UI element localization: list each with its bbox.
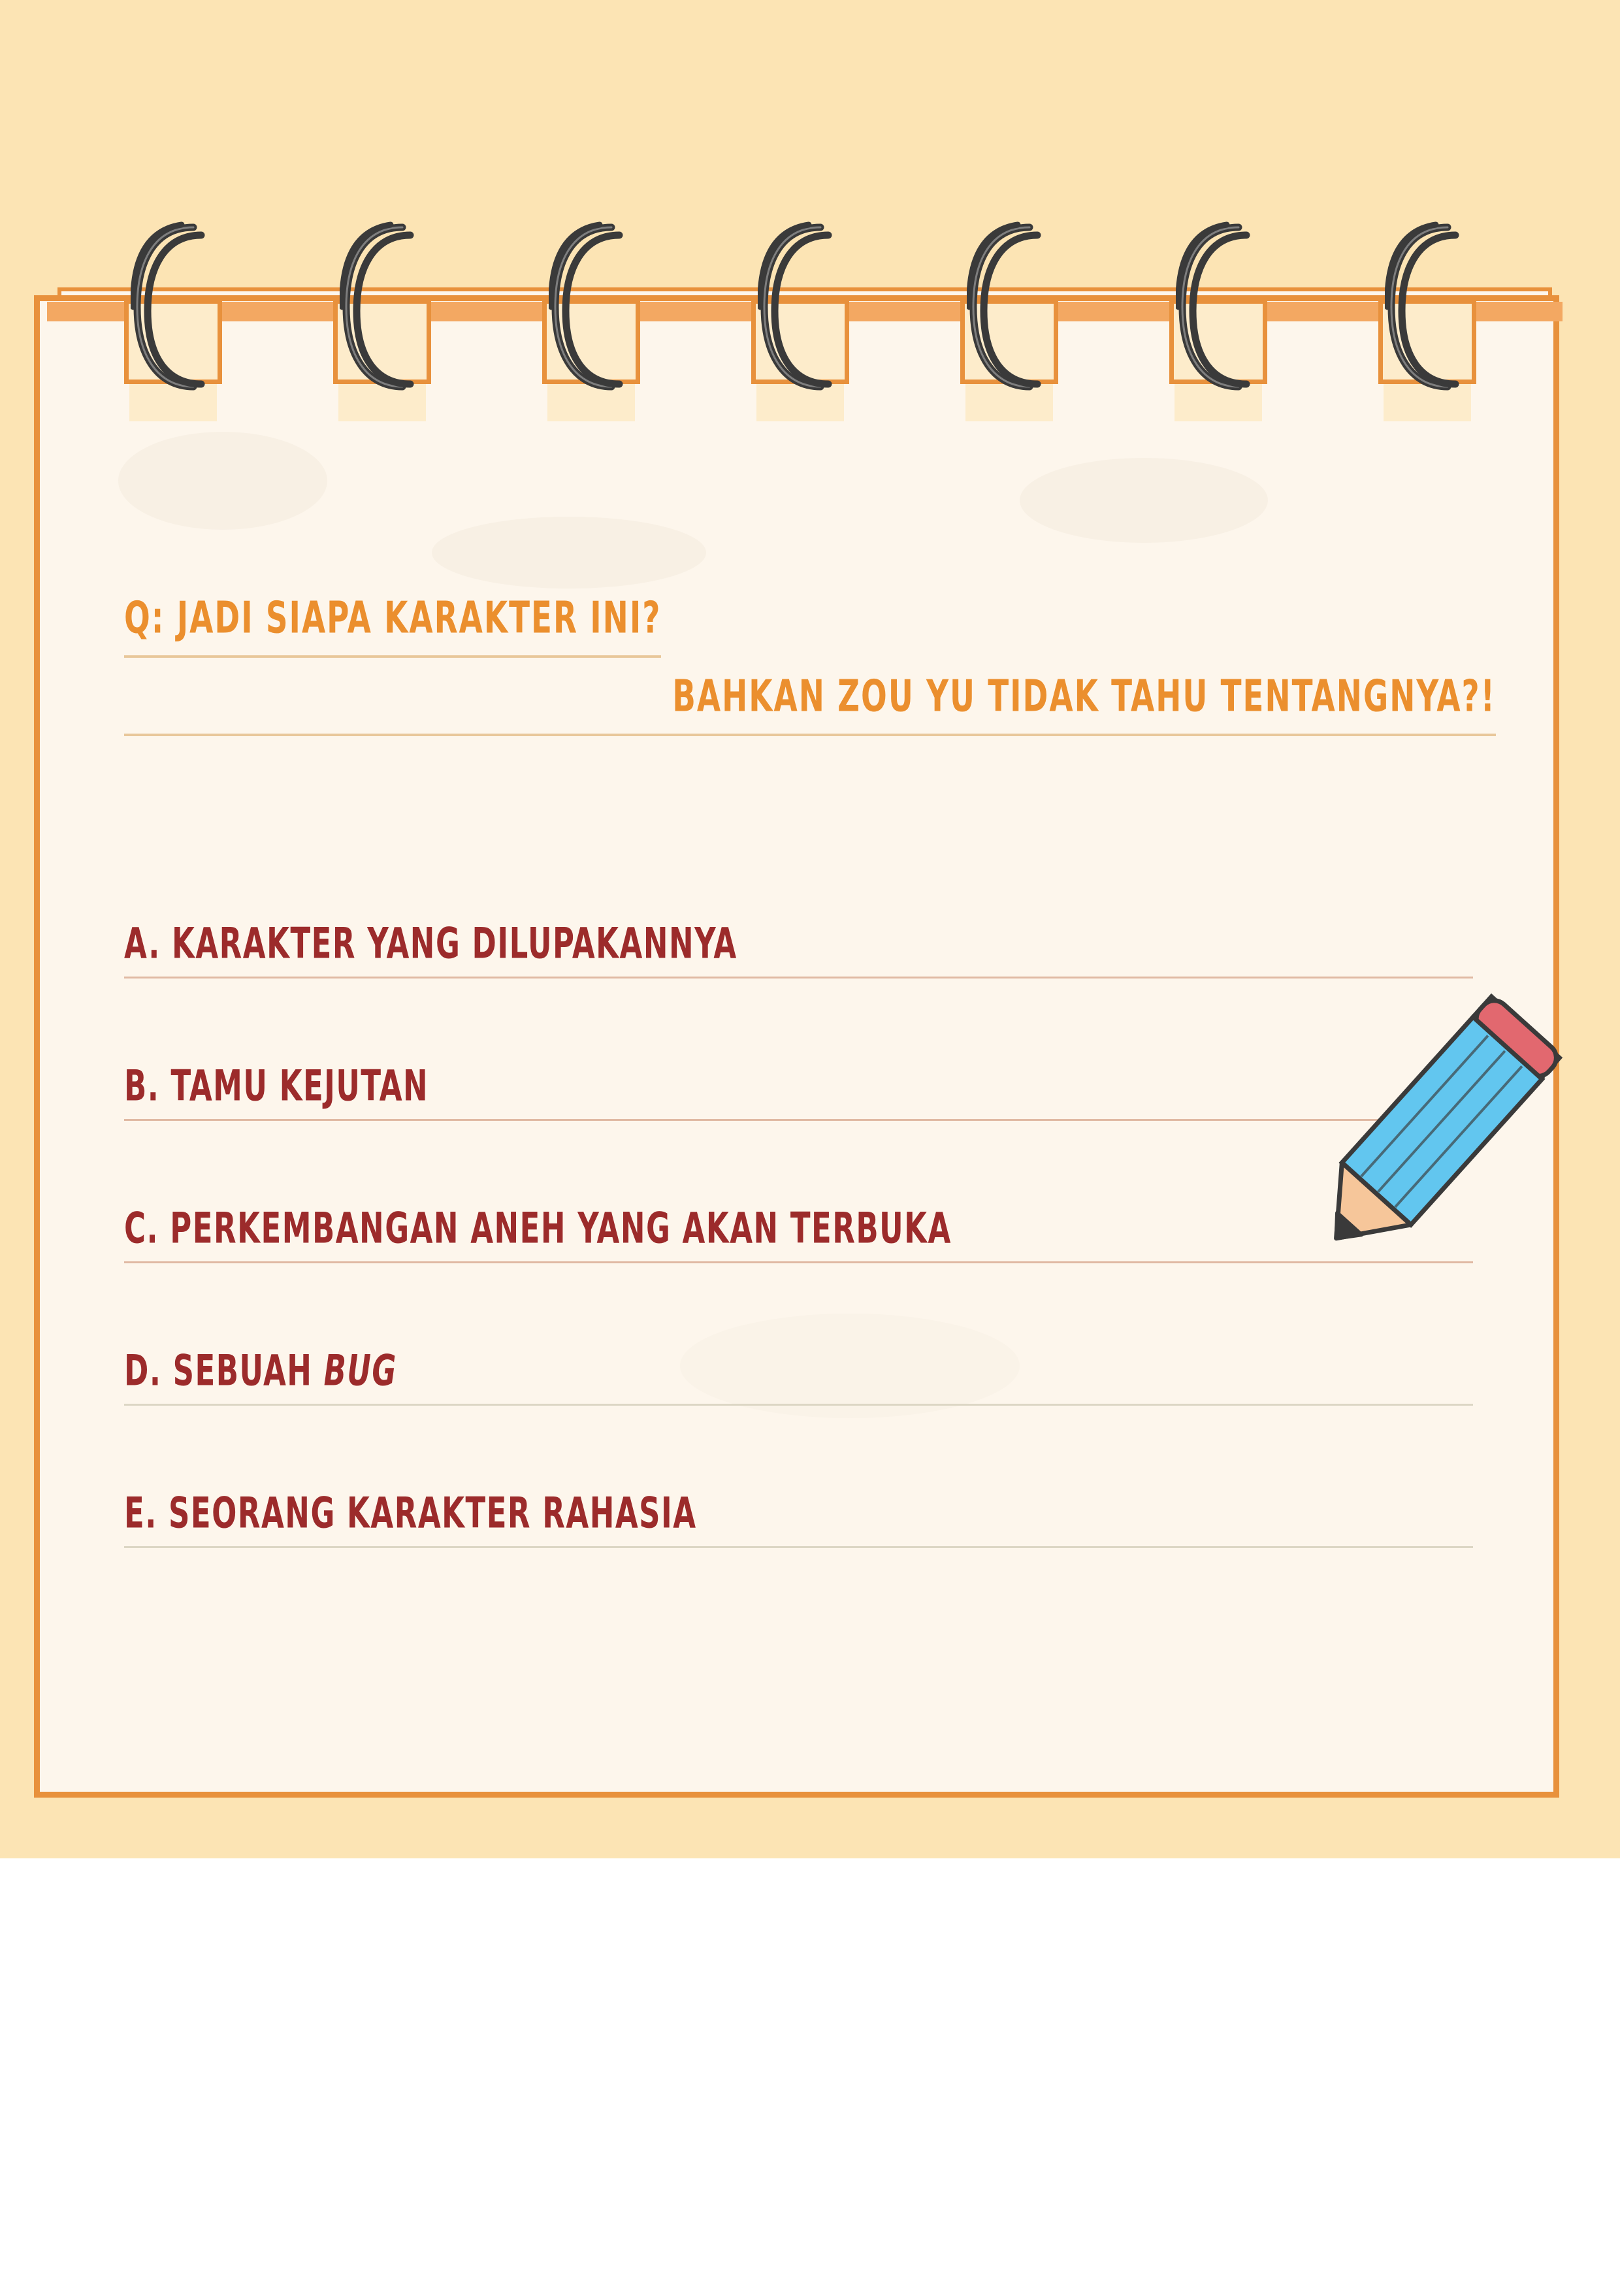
question-line-2: BAHKAN ZOU YU TIDAK TAHU TENTANGNYA?! [124, 671, 1496, 736]
spiral-wire [758, 216, 835, 398]
option-c-label: C. PERKEMBANGAN ANEH YANG AKAN TERBUKA [124, 1203, 952, 1253]
option-e-rule [124, 1546, 1473, 1548]
option-c[interactable] [124, 1121, 1473, 1263]
spiral-ring [751, 216, 849, 431]
question-line-1: Q: JADI SIAPA KARAKTER INI? [124, 593, 661, 658]
spiral-wire [549, 216, 626, 398]
spiral-ring [1169, 216, 1267, 431]
spiral-ring [1378, 216, 1476, 431]
question-line-2-wrap [124, 671, 1496, 836]
option-e[interactable] [124, 1406, 1473, 1548]
spiral-wire [967, 216, 1044, 398]
option-b[interactable] [124, 978, 1473, 1121]
option-d-text: D. SEBUAH [124, 1346, 324, 1395]
quiz-content [124, 593, 1496, 1548]
option-a[interactable] [124, 836, 1473, 978]
spiral-ring [542, 216, 640, 431]
option-d-label [124, 1346, 397, 1395]
paper-blotch [118, 432, 327, 530]
spiral-ring [124, 216, 222, 431]
spiral-wire [131, 216, 208, 398]
spiral-ring [960, 216, 1058, 431]
option-e-label: E. SEORANG KARAKTER RAHASIA [124, 1488, 697, 1538]
option-a-label: A. KARAKTER YANG DILUPAKANNYA [124, 918, 737, 968]
spiral-wire [340, 216, 417, 398]
option-d-italic: BUG [323, 1346, 397, 1395]
spiral-ring [333, 216, 431, 431]
paper-blotch [432, 517, 706, 589]
option-b-label: B. TAMU KEJUTAN [124, 1061, 429, 1110]
spiral-wire [1176, 216, 1253, 398]
option-d[interactable] [124, 1263, 1473, 1406]
spiral-wire [1385, 216, 1462, 398]
paper-blotch [1020, 458, 1268, 543]
